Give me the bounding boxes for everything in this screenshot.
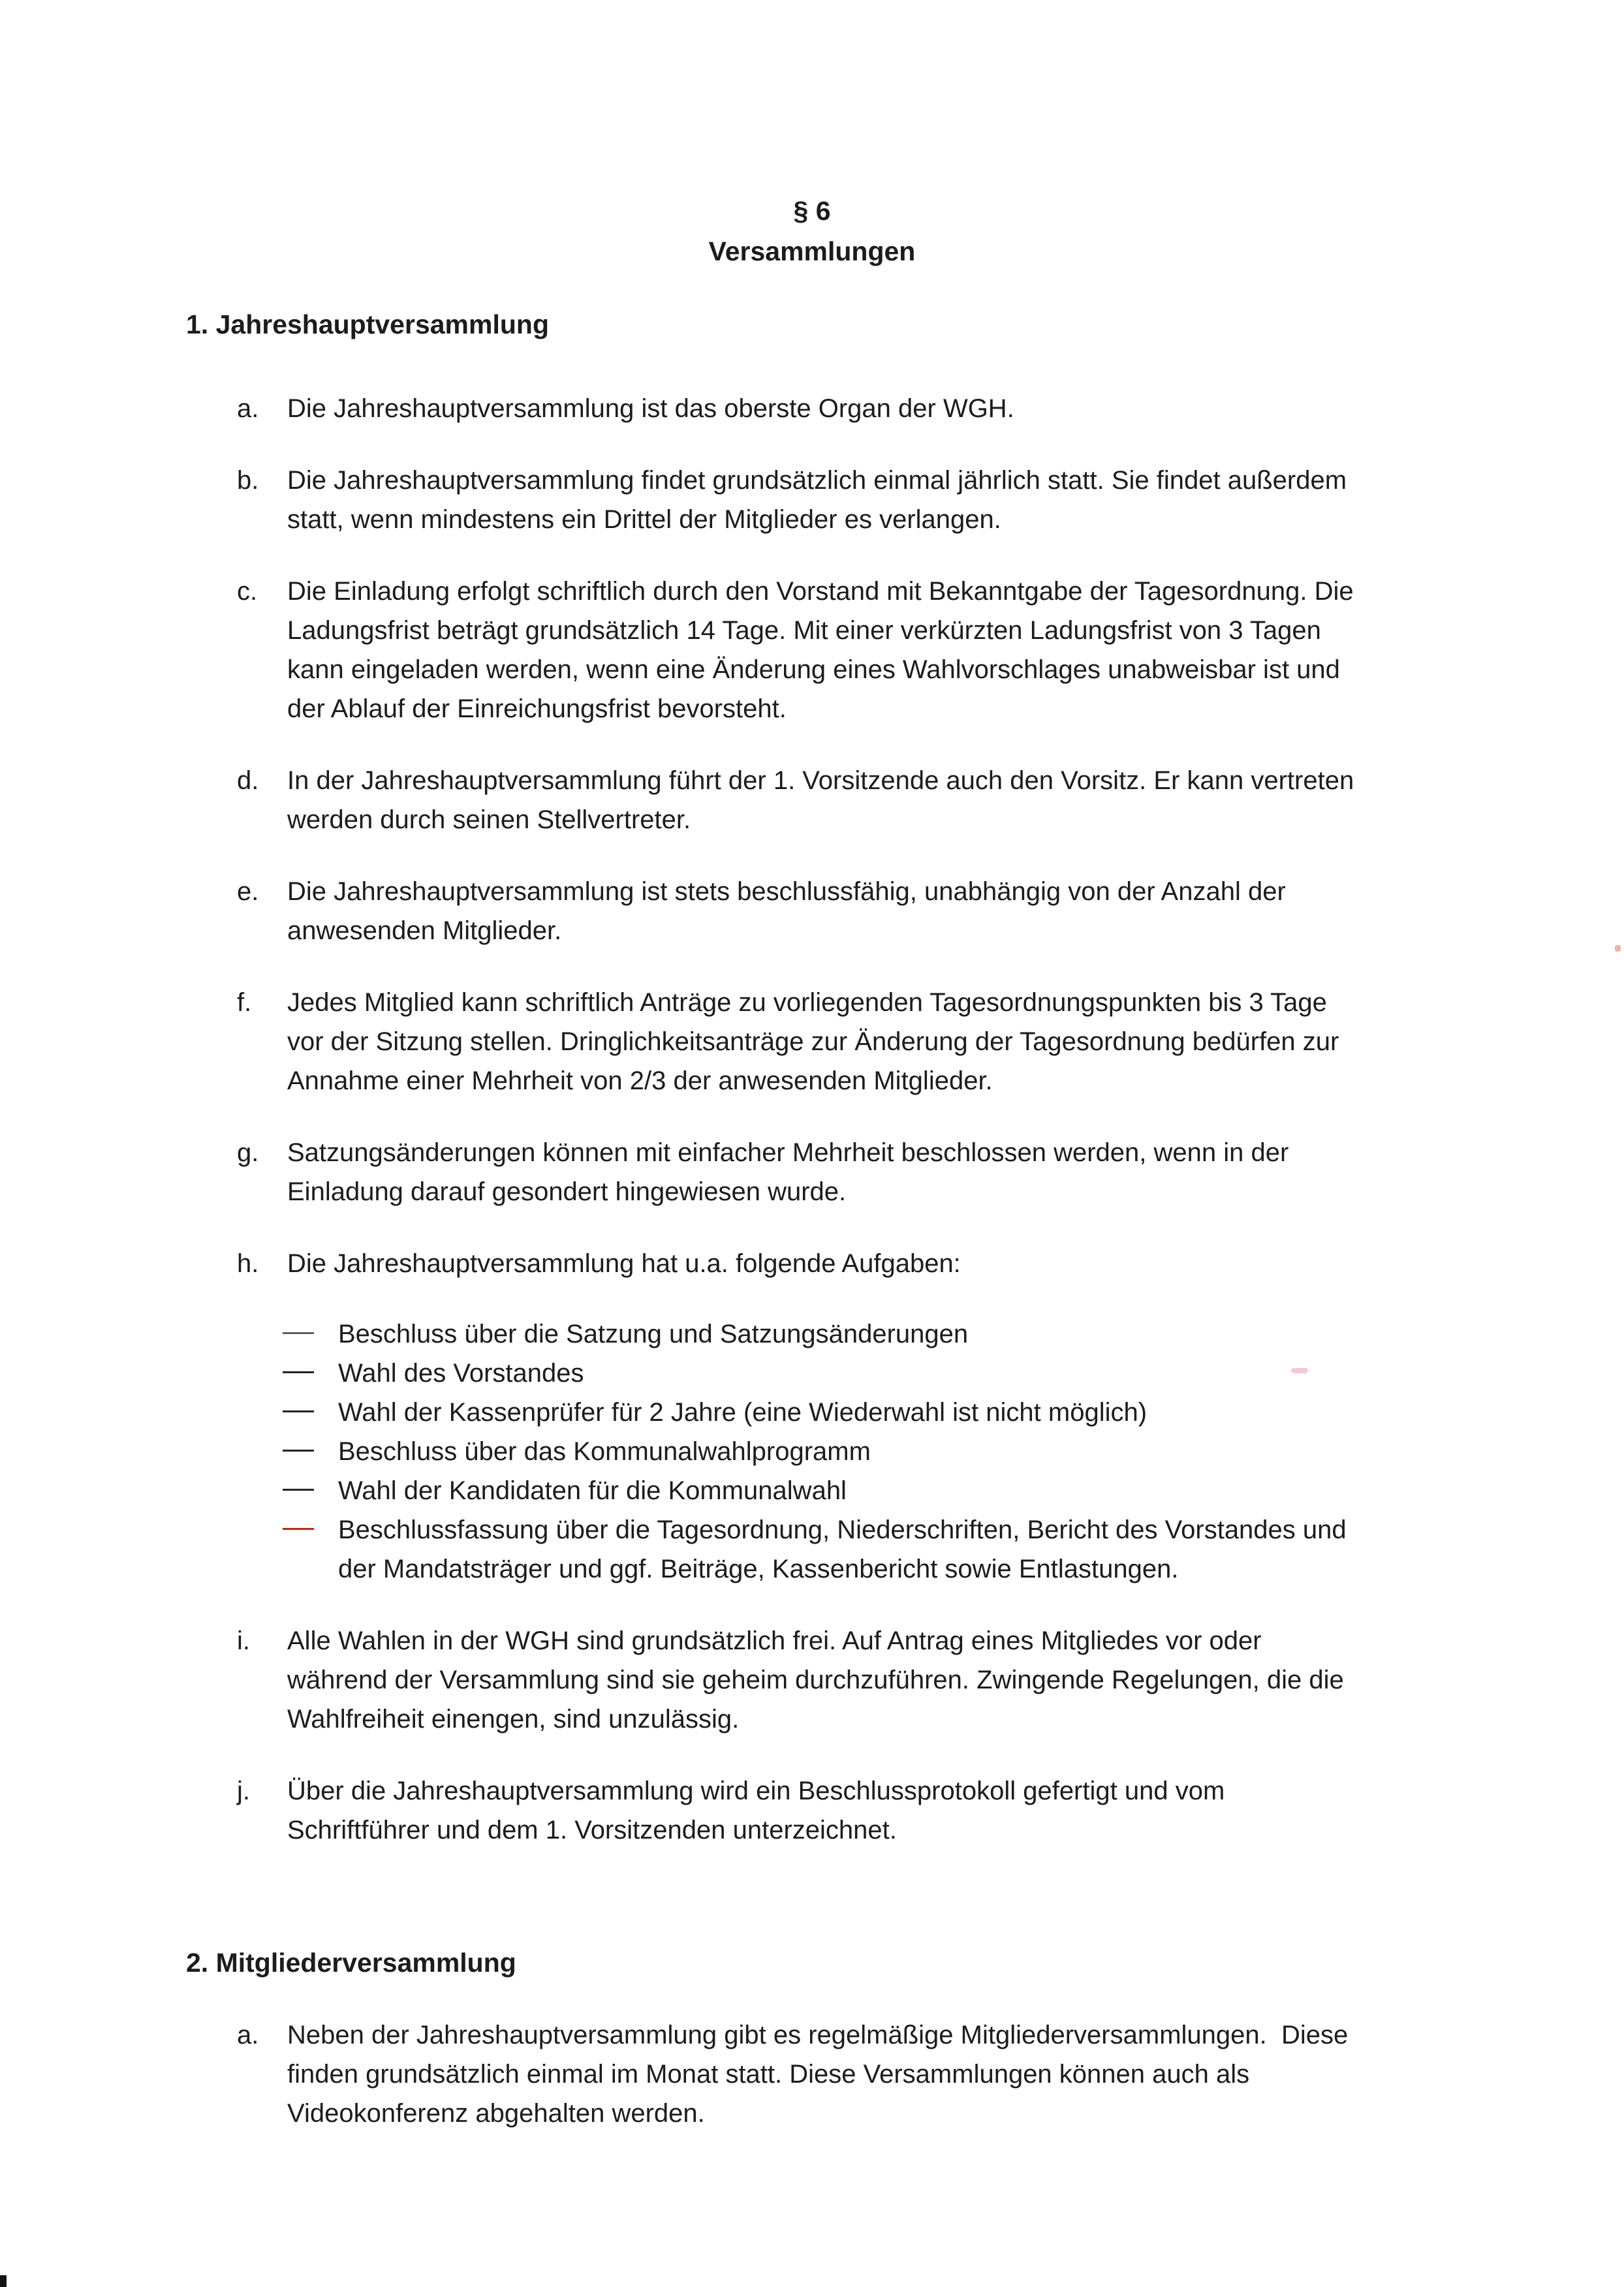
text-line: Alle Wahlen in der WGH sind grundsätzlich frei. Auf Antrag eines Mitgliedes vor oder: [287, 1626, 1262, 1655]
item-marker: a.: [237, 2021, 259, 2049]
list-item-f: [237, 983, 1624, 1100]
red-dash-bullet: [283, 1528, 314, 1530]
list-item-b: [237, 461, 1624, 539]
section-2-items: [237, 2015, 1624, 2133]
item-marker: b.: [237, 466, 259, 495]
item-marker: h.: [237, 1249, 259, 1278]
list-item-c: [237, 572, 1624, 728]
item-marker: j.: [237, 1777, 250, 1805]
text-line: Die Einladung erfolgt schriftlich durch den Vorstand mit Bekanntgabe der Tagesordnung. Die: [287, 577, 1354, 606]
item-marker: e.: [237, 877, 259, 906]
text-line: Über die Jahreshauptversammlung wird ein Beschlussprotokoll gefertigt und vom: [287, 1777, 1225, 1805]
list-item-h: [237, 1244, 1624, 1589]
text-line: Satzungsänderungen können mit einfacher Mehrheit beschlossen werden, wenn in der: [287, 1138, 1289, 1167]
item-marker: c.: [237, 577, 258, 606]
list-item-g: [237, 1133, 1624, 1211]
text-line: Ladungsfrist beträgt grundsätzlich 14 Tage. Mit einer verkürzten Ladungsfrist von 3 Tagen: [287, 616, 1321, 645]
text-line: während der Versammlung sind sie geheim durchzuführen. Zwingende Regelungen, die die: [287, 1666, 1344, 1694]
text-line: Jedes Mitglied kann schriftlich Anträge zu vorliegenden Tagesordnungspunkten bis 3 Tage: [287, 988, 1327, 1017]
dash-item-2: [283, 1354, 1462, 1393]
dash-bullet: [283, 1332, 314, 1334]
text-line: statt, wenn mindestens ein Drittel der Mitglieder es verlangen.: [287, 505, 1001, 534]
text-line: Wahl der Kassenprüfer für 2 Jahre (eine Wiederwahl ist nicht möglich): [338, 1398, 1148, 1427]
text-line: finden grundsätzlich einmal im Monat statt. Diese Versammlungen können auch als: [287, 2060, 1250, 2089]
text-line: anwesenden Mitglieder.: [287, 916, 562, 945]
section-2-heading: 2. Mitgliederversammlung: [186, 1948, 516, 1978]
dash-item-6-highlighted: [283, 1510, 1462, 1589]
section-1-items: [237, 389, 1624, 1850]
text-line: Beschluss über das Kommunalwahlprogramm: [338, 1437, 871, 1466]
text-line: Neben der Jahreshauptversammlung gibt es regelmäßige Mitgliederversammlungen. Diese: [287, 2021, 1349, 2049]
text-line: kann eingeladen werden, wenn eine Änderung eines Wahlvorschlages unabweisbar ist und: [287, 655, 1340, 684]
list-item-j: [237, 1771, 1624, 1850]
list-item-a: [237, 389, 1624, 428]
list-item-2a: [237, 2015, 1624, 2133]
text-line: Wahlfreiheit einengen, sind unzulässig.: [287, 1705, 740, 1734]
section-1-heading: 1. Jahreshauptversammlung: [186, 309, 549, 339]
list-item-i: [237, 1621, 1624, 1739]
dash-bullet: [283, 1450, 314, 1452]
dash-bullet: [283, 1489, 314, 1491]
item-marker: a.: [237, 394, 259, 423]
item-marker: i.: [237, 1626, 250, 1655]
text-line: der Ablauf der Einreichungsfrist bevorsteht.: [287, 694, 787, 723]
text-line: vor der Sitzung stellen. Dringlichkeitsanträge zur Änderung der Tagesordnung bedürfen zur: [287, 1027, 1339, 1056]
text-line: Wahl des Vorstandes: [338, 1359, 584, 1388]
text-line: Wahl der Kandidaten für die Kommunalwahl: [338, 1476, 847, 1505]
text-line: Die Jahreshauptversammlung findet grundsätzlich einmal jährlich statt. Sie findet außerdem: [287, 466, 1347, 495]
dash-bullet: [283, 1410, 314, 1412]
dash-item-5: [283, 1471, 1462, 1510]
dash-item-4: [283, 1432, 1462, 1471]
task-dash-list: [283, 1315, 1462, 1589]
paragraph-number: § 6: [793, 196, 831, 226]
text-line: der Mandatsträger und ggf. Beiträge, Kassenbericht sowie Entlastungen.: [338, 1555, 1179, 1583]
page-title: Versammlungen: [708, 236, 916, 266]
scan-artifact: [0, 2275, 7, 2287]
item-marker: f.: [237, 988, 252, 1017]
scan-artifact: [1615, 945, 1621, 952]
text-line: Schriftführer und dem 1. Vorsitzenden unterzeichnet.: [287, 1816, 897, 1844]
item-marker: d.: [237, 766, 259, 795]
text-line: Einladung darauf gesondert hingewiesen wurde.: [287, 1177, 847, 1206]
item-marker: g.: [237, 1138, 259, 1167]
dash-item-1: [283, 1315, 1462, 1354]
text-line: Beschlussfassung über die Tagesordnung, Niederschriften, Bericht des Vorstandes und: [338, 1516, 1347, 1544]
document-header: [0, 191, 1624, 272]
dash-bullet: [283, 1371, 314, 1373]
list-item-e: [237, 872, 1624, 950]
text-line: werden durch seinen Stellvertreter.: [287, 805, 691, 834]
dash-item-3: [283, 1393, 1462, 1432]
text-line: Die Jahreshauptversammlung hat u.a. folgende Aufgaben:: [287, 1249, 961, 1278]
text-line: Die Jahreshauptversammlung ist das oberste Organ der WGH.: [287, 394, 1014, 423]
text-line: Annahme einer Mehrheit von 2/3 der anwesenden Mitglieder.: [287, 1066, 993, 1095]
scan-artifact: [1291, 1368, 1308, 1373]
text-line: In der Jahreshauptversammlung führt der 1. Vorsitzende auch den Vorsitz. Er kann vertreten: [287, 766, 1354, 795]
text-line: Beschluss über die Satzung und Satzungsänderungen: [338, 1320, 969, 1348]
text-line: Videokonferenz abgehalten werden.: [287, 2099, 705, 2128]
text-line: Die Jahreshauptversammlung ist stets beschlussfähig, unabhängig von der Anzahl der: [287, 877, 1286, 906]
list-item-d: [237, 761, 1624, 839]
